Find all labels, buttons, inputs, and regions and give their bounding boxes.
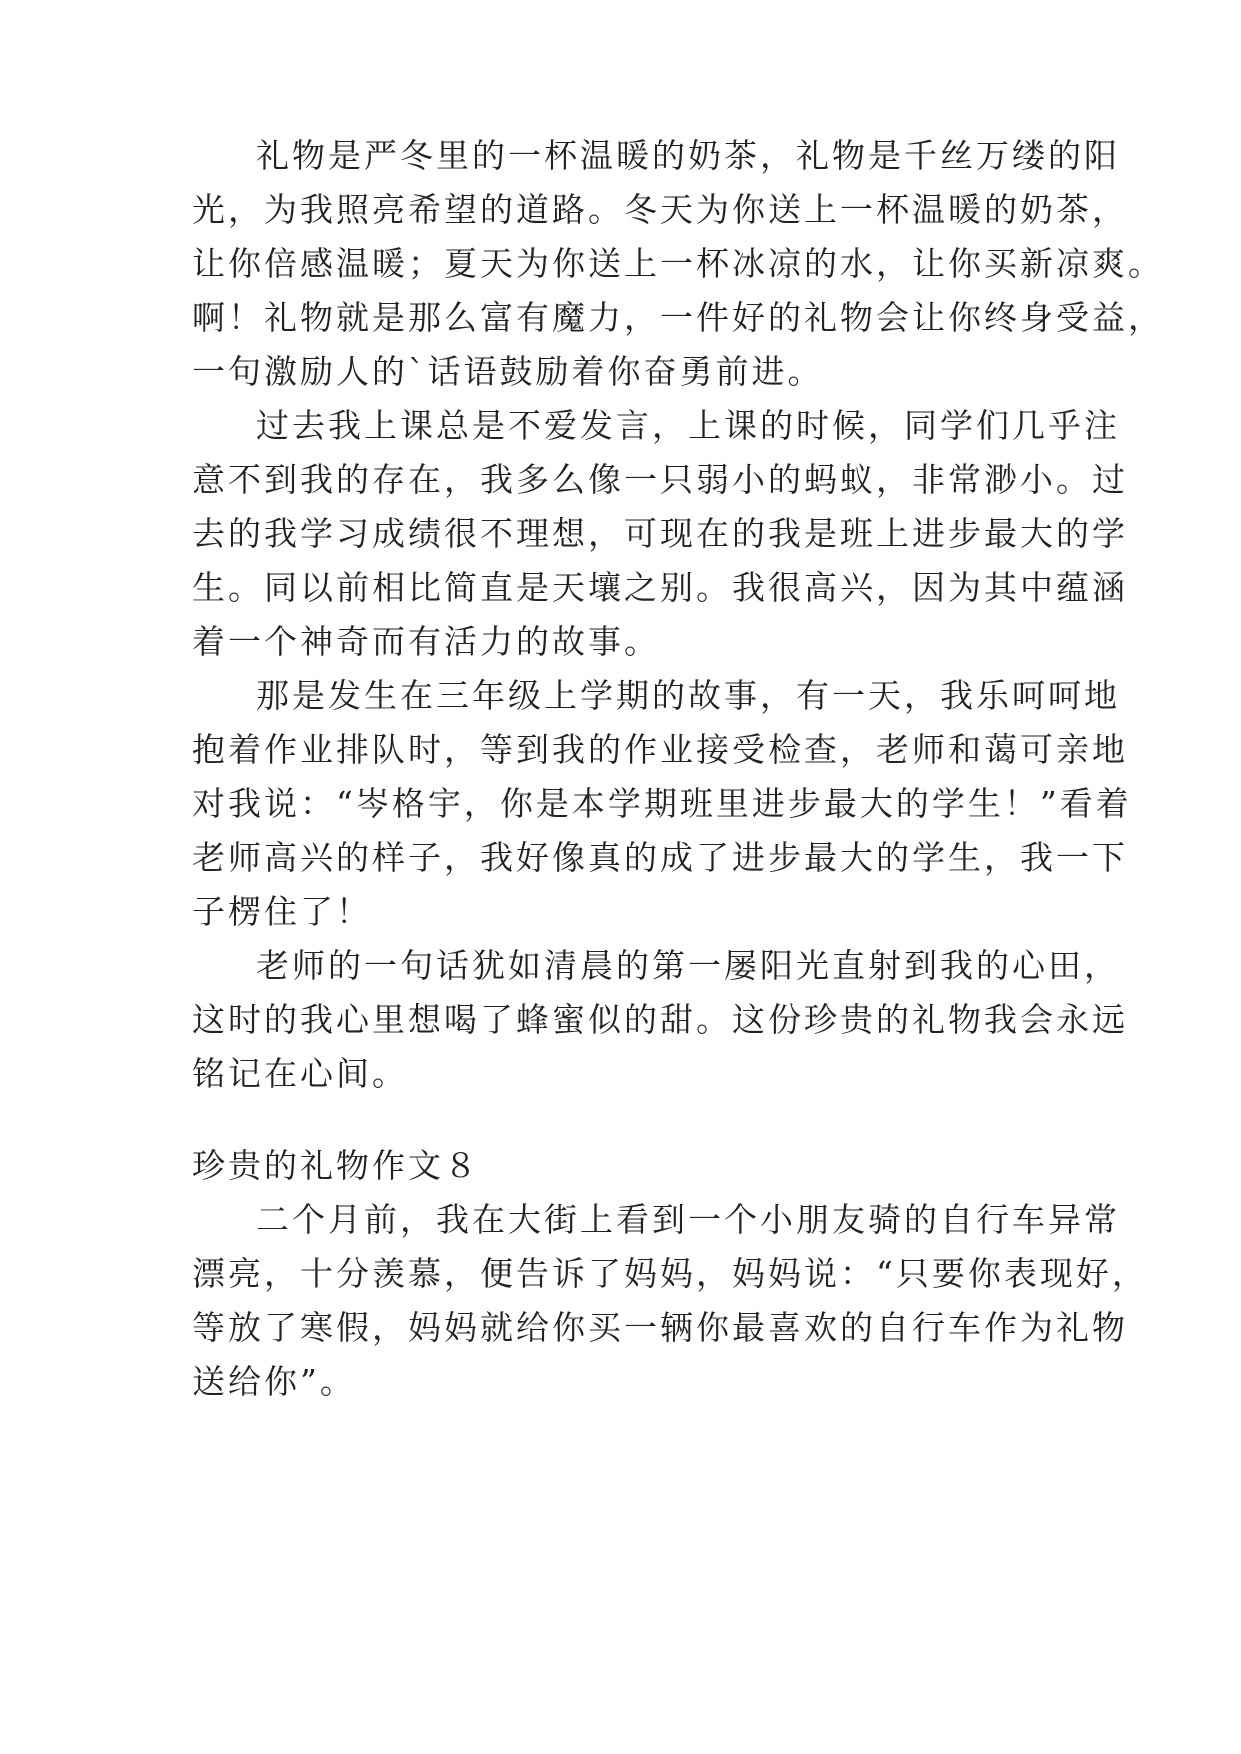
paragraph-line: 抱着作业排队时，等到我的作业接受检查，老师和蔼可亲地: [192, 730, 1128, 769]
paragraph-line: 老师高兴的样子，我好像真的成了进步最大的学生，我一下: [192, 838, 1128, 877]
section-title: 珍贵的礼物作文８: [192, 1146, 480, 1185]
paragraph-line: 老师的一句话犹如清晨的第一屡阳光直射到我的心田，: [256, 946, 1120, 985]
paragraph-line: 意不到我的存在，我多么像一只弱小的蚂蚁，非常渺小。过: [192, 460, 1128, 499]
paragraph-line: 生。同以前相比简直是天壤之别。我很高兴，因为其中蕴涵: [192, 568, 1128, 607]
paragraph-line: 送给你”。: [192, 1362, 356, 1401]
paragraph-line: 对我说：“岑格宇，你是本学期班里进步最大的学生！”看着: [192, 784, 1132, 823]
paragraph-line: 那是发生在三年级上学期的故事，有一天，我乐呵呵地: [256, 676, 1120, 715]
paragraph-line: 等放了寒假，妈妈就给你买一辆你最喜欢的自行车作为礼物: [192, 1308, 1128, 1347]
paragraph-line: 漂亮，十分羡慕，便告诉了妈妈，妈妈说：“只要你表现好，: [192, 1254, 1148, 1293]
paragraph-line: 去的我学习成绩很不理想，可现在的我是班上进步最大的学: [192, 514, 1128, 553]
paragraph-line: 过去我上课总是不爱发言，上课的时候，同学们几乎注: [256, 406, 1120, 445]
paragraph-line: 啊！礼物就是那么富有魔力，一件好的礼物会让你终身受益，: [192, 298, 1164, 337]
paragraph-line: 子楞住了！: [192, 892, 372, 931]
paragraph-line: 铭记在心间。: [192, 1054, 408, 1093]
paragraph-line: 礼物是严冬里的一杯温暖的奶茶，礼物是千丝万缕的阳: [256, 136, 1120, 175]
paragraph-line: 光，为我照亮希望的道路。冬天为你送上一杯温暖的奶茶，: [192, 190, 1128, 229]
paragraph-line: 这时的我心里想喝了蜂蜜似的甜。这份珍贵的礼物我会永远: [192, 1000, 1128, 1039]
paragraph-line: 二个月前，我在大街上看到一个小朋友骑的自行车异常: [256, 1200, 1120, 1239]
paragraph-line: 一句激励人的`话语鼓励着你奋勇前进。: [192, 352, 824, 391]
paragraph-line: 让你倍感温暖；夏天为你送上一杯冰凉的水，让你买新凉爽。: [192, 244, 1164, 283]
paragraph-line: 着一个神奇而有活力的故事。: [192, 622, 660, 661]
